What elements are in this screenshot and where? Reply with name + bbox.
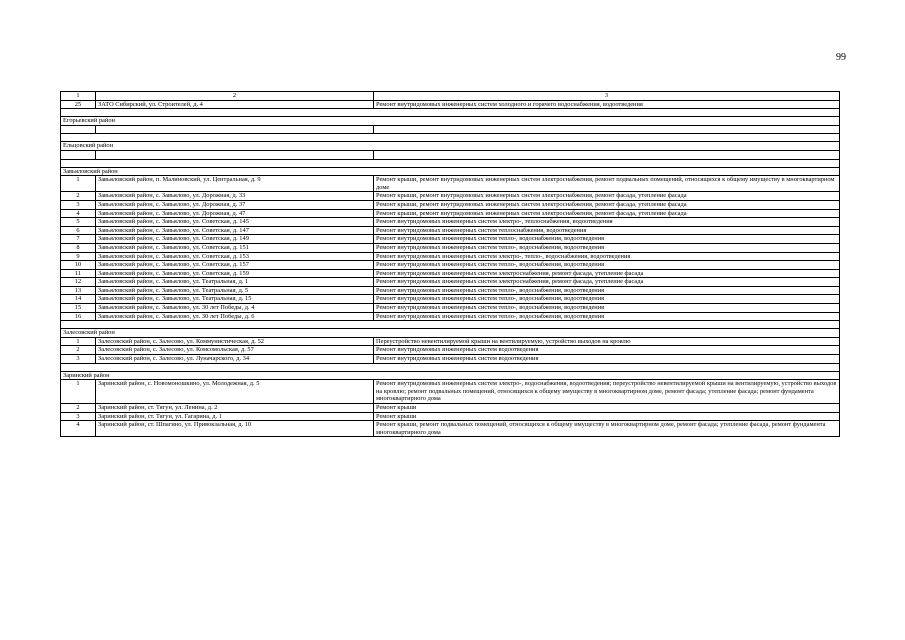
row-number: 13 (61, 286, 96, 295)
table-row (61, 261, 840, 270)
row-address: Завьяловский район, с. Завьялово, ул. Дорожная, д. 33 (96, 192, 374, 201)
row-address: Завьяловский район, с. Завьялово, ул. Советская, д. 153 (96, 252, 374, 261)
district-name: Заринский район (61, 371, 840, 380)
row-address: Заринский район, с. Новомоношкино, ул. Молодежная, д. 5 (96, 380, 374, 404)
empty-cell (61, 125, 96, 134)
row-address: Завьяловский район, с. Завьялово, ул. 30 лет Победы, д. 6 (96, 312, 374, 321)
row-works: Ремонт крыши, ремонт внутридомовых инженерных систем электроснабжения, ремонт подвальных помещений, относящихся к общему имуществу в многоквартирном доме (374, 176, 840, 192)
row-address: Завьяловский район, с. Завьялово, ул. Советская, д. 147 (96, 226, 374, 235)
district-name: Ельцовский район (61, 142, 840, 151)
table-row (61, 304, 840, 313)
row-works: Ремонт внутридомовых инженерных систем тепло-, водоснабжения, водоотведения (374, 312, 840, 321)
table-row (61, 346, 840, 355)
spacer-cell (61, 134, 840, 142)
row-address: Завьяловский район, с. Завьялово, ул. Советская, д. 149 (96, 235, 374, 244)
row-address: Заринский район, ст. Тягун, ул. Гагарина, д. 1 (96, 412, 374, 421)
row-works: Ремонт крыши, ремонт внутридомовых инженерных систем электроснабжения, ремонт фасада, утепление фасада (374, 192, 840, 201)
row-address: Завьяловский район, с. Завьялово, ул. Советская, д. 145 (96, 218, 374, 227)
row-number: 2 (61, 404, 96, 413)
row-works: Ремонт внутридомовых инженерных систем тепло-, водоснабжения, водоотведения (374, 243, 840, 252)
header-col-number: 1 (61, 92, 96, 101)
row-number: 4 (61, 209, 96, 218)
row-works: Ремонт внутридомовых инженерных систем водоотведения (374, 346, 840, 355)
row-number: 3 (61, 412, 96, 421)
spacer-row (61, 363, 840, 371)
empty-cell (374, 150, 840, 159)
repair-program-table (60, 91, 840, 437)
row-address: Завьяловский район, п. Малиновский, ул. Центральная, д. 9 (96, 176, 374, 192)
row-number: 14 (61, 295, 96, 304)
row-address: Завьяловский район, с. Завьялово, ул. Дорожная, д. 47 (96, 209, 374, 218)
table-row (61, 404, 840, 413)
page-number: 99 (836, 52, 846, 63)
row-number: 8 (61, 243, 96, 252)
row-number: 3 (61, 355, 96, 364)
table-row (61, 243, 840, 252)
table-row (61, 312, 840, 321)
row-address: Залесовский район, с. Залесово, ул. Луначарского, д. 34 (96, 355, 374, 364)
table-row (61, 278, 840, 287)
row-works: Ремонт внутридомовых инженерных систем тепло-, водоснабжения, водоотведения (374, 261, 840, 270)
row-works: Ремонт внутридомовых инженерных систем тепло-, водоснабжения, водоотведения (374, 235, 840, 244)
row-number: 15 (61, 304, 96, 313)
spacer-row (61, 134, 840, 142)
district-section-row (61, 167, 840, 176)
district-name: Егорьевский район (61, 117, 840, 126)
district-section-row (61, 117, 840, 126)
row-address: ЗАТО Сибирский, ул. Строителей, д. 4 (96, 100, 374, 109)
district-name: Завьяловский район (61, 167, 840, 176)
row-works: Ремонт внутридомовых инженерных систем электро-, водоснабжения, водоотведения; переустройство невентилируемой крыши на вентилируемую, устройство выходов на кровлю; ремонт подвальных помещений, относящихся к общему имуществу в многоквартирном доме, ремонт фасада; утепление фасада; ремонт фундамента многоквартирного дома (374, 380, 840, 404)
row-works: Ремонт внутридомовых инженерных систем тепло-, водоснабжения, водоотведения (374, 295, 840, 304)
district-section-row (61, 329, 840, 338)
row-address: Завьяловский район, с. Завьялово, ул. Дорожная, д. 37 (96, 200, 374, 209)
row-number: 7 (61, 235, 96, 244)
table-row (61, 380, 840, 404)
district-section-row (61, 371, 840, 380)
row-address: Завьяловский район, с. Завьялово, ул. Советская, д. 151 (96, 243, 374, 252)
row-number: 12 (61, 278, 96, 287)
spacer-cell (61, 109, 840, 117)
row-address: Заринский район, ст. Тягун, ул. Ленина, д. 2 (96, 404, 374, 413)
table-row (61, 192, 840, 201)
empty-row (61, 125, 840, 134)
row-number: 1 (61, 337, 96, 346)
row-works: Ремонт внутридомовых инженерных систем водоотведения (374, 355, 840, 364)
table-row (61, 421, 840, 437)
district-name: Залесовский район (61, 329, 840, 338)
district-section-row (61, 142, 840, 151)
spacer-cell (61, 363, 840, 371)
table-header-row (61, 92, 840, 101)
row-works: Ремонт внутридомовых инженерных систем тепло-, водоснабжения, водоотведения (374, 286, 840, 295)
row-number: 6 (61, 226, 96, 235)
table-row (61, 286, 840, 295)
row-address: Залесовский район, с. Залесово, ул. Комсомольская, д. 57 (96, 346, 374, 355)
row-number: 3 (61, 200, 96, 209)
row-number: 16 (61, 312, 96, 321)
row-works: Ремонт крыши (374, 404, 840, 413)
table-row (61, 218, 840, 227)
table-row (61, 269, 840, 278)
row-number: 1 (61, 176, 96, 192)
table-row (61, 200, 840, 209)
row-number: 1 (61, 380, 96, 404)
table-row (61, 100, 840, 109)
row-address: Завьяловский район, с. Завьялово, ул. Театральная, д. 5 (96, 286, 374, 295)
row-number: 9 (61, 252, 96, 261)
row-address: Завьяловский район, с. Завьялово, ул. Театральная, д. 15 (96, 295, 374, 304)
row-works: Ремонт внутридомовых инженерных систем теплоснабжения, водоотведения (374, 226, 840, 235)
row-works: Ремонт внутридомовых инженерных систем холодного и горячего водоснабжения, водоотведения (374, 100, 840, 109)
row-number: 5 (61, 218, 96, 227)
row-works: Ремонт крыши, ремонт подвальных помещений, относящихся к общему имуществу в многоквартирном доме, ремонт фасада; утепление фасада, ремонт фундамента многоквартирного дома (374, 421, 840, 437)
header-col-address: 2 (96, 92, 374, 101)
row-works: Ремонт внутридомовых инженерных систем электроснабжения, ремонт фасада, утепление фасада (374, 269, 840, 278)
row-address: Завьяловский район, с. Завьялово, ул. Советская, д. 157 (96, 261, 374, 270)
table-row (61, 412, 840, 421)
table-row (61, 252, 840, 261)
spacer-row (61, 109, 840, 117)
row-works: Ремонт крыши, ремонт внутридомовых инженерных систем электроснабжения, ремонт фасада, утепление фасада (374, 209, 840, 218)
row-address: Заринский район, ст. Шпагино, ул. Привокзальная, д. 10 (96, 421, 374, 437)
table-row (61, 176, 840, 192)
row-address: Завьяловский район, с. Завьялово, ул. 30 лет Победы, д. 4 (96, 304, 374, 313)
row-works: Ремонт внутридомовых инженерных систем электро-, теплоснабжения, водоотведения (374, 218, 840, 227)
table-row (61, 337, 840, 346)
empty-cell (96, 150, 374, 159)
row-works: Ремонт внутридомовых инженерных систем электроснабжения, ремонт фасада, утепление фасада (374, 278, 840, 287)
spacer-cell (61, 159, 840, 167)
row-works: Ремонт внутридомовых инженерных систем тепло-, водоснабжения, водоотведения (374, 304, 840, 313)
row-works: Переустройство невентилируемой крыши на вентилируемую, устройство выходов на кровлю (374, 337, 840, 346)
empty-cell (96, 125, 374, 134)
row-address: Залесовский район, с. Залесово, ул. Коммунистическая, д. 52 (96, 337, 374, 346)
row-number: 4 (61, 421, 96, 437)
table-row (61, 226, 840, 235)
header-col-works: 3 (374, 92, 840, 101)
spacer-row (61, 159, 840, 167)
row-works: Ремонт крыши, ремонт внутридомовых инженерных систем электроснабжения, ремонт фасада, утепление фасада (374, 200, 840, 209)
row-number: 2 (61, 192, 96, 201)
spacer-cell (61, 321, 840, 329)
row-number: 25 (61, 100, 96, 109)
table-row (61, 235, 840, 244)
empty-cell (61, 150, 96, 159)
empty-row (61, 150, 840, 159)
table-row (61, 355, 840, 364)
row-works: Ремонт крыши (374, 412, 840, 421)
table-row (61, 295, 840, 304)
row-works: Ремонт внутридомовых инженерных систем электро-, тепло-, водоснабжения, водоотведения (374, 252, 840, 261)
row-number: 11 (61, 269, 96, 278)
table-row (61, 209, 840, 218)
row-number: 2 (61, 346, 96, 355)
spacer-row (61, 321, 840, 329)
row-address: Завьяловский район, с. Завьялово, ул. Советская, д. 159 (96, 269, 374, 278)
row-number: 10 (61, 261, 96, 270)
row-address: Завьяловский район, с. Завьялово, ул. Театральная, д. 1 (96, 278, 374, 287)
empty-cell (374, 125, 840, 134)
